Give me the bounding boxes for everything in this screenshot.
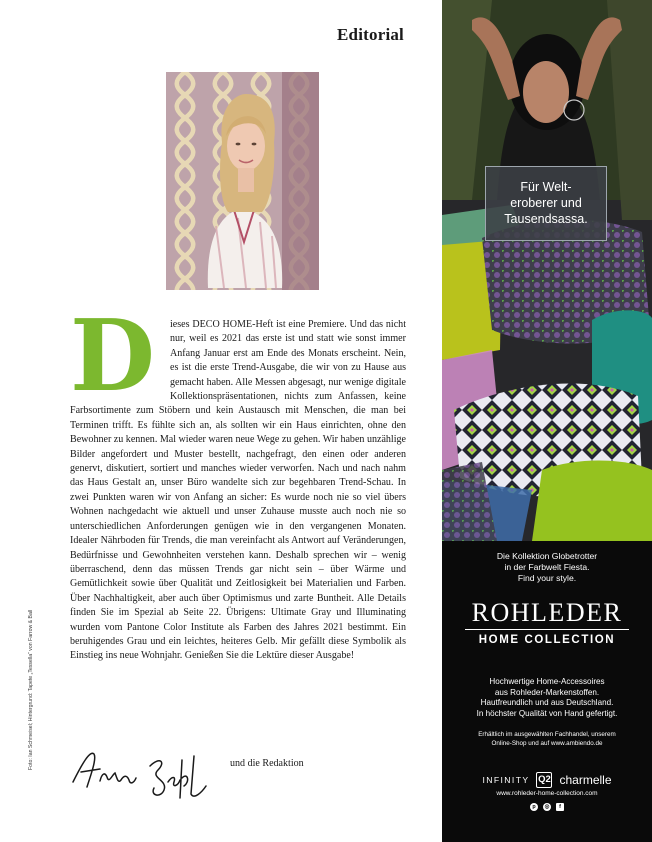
- ad-tagline-box: [485, 166, 607, 241]
- pinterest-icon[interactable]: p: [530, 803, 538, 811]
- sign-off: und die Redaktion: [230, 758, 304, 769]
- brand-description: [442, 677, 652, 719]
- brand-logo: ROHLEDER: [471, 598, 623, 627]
- collection-line: Die Kollektion Globetrotter: [496, 551, 598, 561]
- website-link[interactable]: www.rohleder-home-collection.com: [496, 790, 598, 797]
- description-line: In höchster Qualität von Hand gefertigt.: [476, 708, 618, 718]
- editorial-body: [70, 299, 406, 664]
- q2-logo: Q2: [536, 772, 552, 788]
- brand-divider: [465, 629, 629, 630]
- drop-cap: D: [70, 299, 155, 414]
- collection-text: [442, 551, 652, 584]
- photo-credit: Foto: Ian Schmeisel; Hintergrund: Tapete „Tessella“ von Farrow & Ball: [28, 609, 34, 770]
- ad-info-panel: [442, 541, 652, 842]
- description-line: Hautfreundlich und aus Deutschland.: [480, 698, 614, 707]
- facebook-icon[interactable]: f: [556, 803, 564, 811]
- brand-subtitle: HOME COLLECTION: [478, 634, 616, 646]
- charmelle-logo: charmelle: [559, 773, 612, 787]
- ad-photo: [442, 0, 652, 541]
- section-title: Editorial: [337, 25, 404, 44]
- collection-line: Find your style.: [517, 573, 577, 583]
- editor-portrait: [166, 72, 319, 290]
- retail-info: [442, 730, 652, 748]
- infinity-logo: INFINITY: [482, 775, 530, 785]
- ad-tagline-line: eroberer und: [510, 196, 582, 210]
- description-line: Hochwertige Home-Accessoires: [489, 677, 605, 686]
- ad-tagline-line: Für Welt-: [520, 180, 572, 194]
- brand-logos-row: [442, 771, 652, 789]
- collection-line: in der Farbwelt Fiesta.: [504, 562, 590, 572]
- social-icons: [442, 803, 652, 811]
- editorial-paragraph: ieses DECO HOME-Heft ist eine Premiere. Und das nicht nur, weil es 2021 das erste ist und statt wie sonst immer Anfang Januar erst am Ende des Monats erscheint. Nein, es ist die erste Trend-Ausgabe, die wir von zu Hause aus gemacht haben. Alle Messen abgesagt, nur wenige digitale Kollektionspräsentationen, nichts zum Anfassen, keine Farbsortimente zum Stöbern und kein Austausch mit Menschen, die man bei Terminen trifft. Es fühlte sich an, als sollten wir ein Haus einrichten, ohne den Bewohner zu kennen. Mal wieder waren neue Wege zu gehen. Wir haben unzählige Bilder angefordert und Muster bestellt, nachgefragt, den einen oder anderen genervt, diskutiert, sortiert und manches wieder verworfen. Nach und nach nahm das Haus Gestalt an, unser Büro wandelte sich zur begehbaren Trend-Schau. In zwei Punkten waren wir von Anfang an sicher: Es wurde noch nie so viel übers Wohnen nachgedacht wie aktuell und unser Zuhause musste auch noch nie so unterschiedlichen Anforderungen genügen wie in den vergangenen Monaten. Idealer Nährboden für Trends, die man vereinfacht als Antwort auf Veränderungen, Bedürfnisse und Gewohnheiten verstehen kann. Deshalb sprechen wir – wenig überraschend, denn das müssen Trends gar nicht sein – über Wärme und Gemütlichkeit sowie über Qualität und Zeitlosigkeit bei Materialien und Farben. Über Nachhaltigkeit, aber auch über Optimismus und zarte Buntheit. Alle Details finden Sie im Spezial ab Seite 22. Übrigens: Ultimate Gray und Illuminating wurden vom Pantone Color Institute als Farben des Jahres 2021 bestimmt. Ein beruhigendes Grau und ein leichtes, heiteres Gelb. Mir gefällt diese Symbolik als Einstieg ins neue Wohnjahr. Genießen Sie die Lektüre dieser Ausgabe!: [70, 319, 406, 662]
- ad-tagline-line: Tausendsassa.: [504, 212, 588, 226]
- retail-line: Erhältlich im ausgewählten Fachhandel, unserem: [478, 731, 616, 738]
- retail-line: Online-Shop und auf www.ambiendo.de: [491, 740, 603, 748]
- editor-signature: [70, 742, 220, 804]
- rohleder-advertisement: [442, 0, 652, 842]
- instagram-icon[interactable]: ◎: [544, 804, 550, 810]
- description-line: aus Rohleder-Markenstoffen.: [494, 687, 600, 697]
